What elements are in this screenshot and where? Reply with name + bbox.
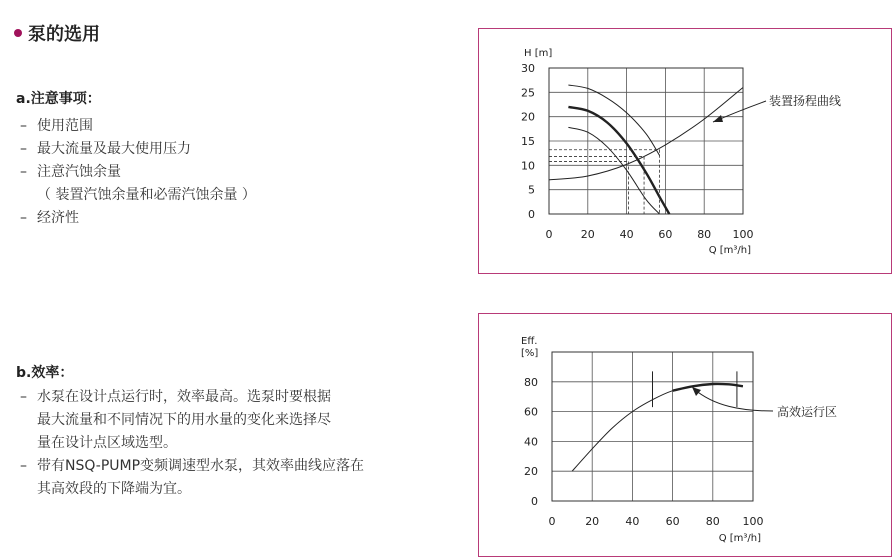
title-bullet (14, 29, 22, 37)
x-tick-label: 20 (580, 228, 595, 241)
list-item: 量在设计点区域选型。 (37, 435, 177, 451)
x-tick-label: 80 (697, 228, 712, 241)
y-tick-label: 80 (524, 375, 538, 389)
head-chart-frame (478, 28, 892, 274)
y-axis-label: Eff. (521, 336, 538, 347)
annotation-arrowhead (713, 115, 723, 122)
section-b-list (20, 386, 364, 501)
y-tick-label: 0 (531, 495, 538, 508)
y-tick-label: 60 (524, 405, 538, 419)
list-item: – 最大流量及最大使用压力 (20, 141, 191, 157)
x-tick-label: 100 (732, 228, 754, 241)
y-tick-label: 0 (528, 208, 535, 221)
section-a-heading: a.注意事项： (16, 91, 101, 107)
section-b-heading: b.效率： (16, 365, 74, 381)
section-a-list (20, 115, 256, 230)
y-tick-label: 10 (521, 159, 535, 173)
annotation-text: 高效运行区 (777, 405, 838, 419)
x-axis-label: Q [m³/h] (718, 533, 761, 544)
y-tick-label: 20 (524, 465, 538, 479)
head-flow-chart (479, 29, 891, 273)
list-item: 其高效段的下降端为宜。 (37, 481, 191, 497)
series-line-thin (568, 85, 659, 156)
series-line-thin (572, 384, 743, 471)
y-tick-label: 15 (521, 135, 535, 148)
x-tick-label: 100 (742, 515, 764, 528)
list-item: – 注意汽蚀余量 (20, 164, 121, 180)
annotation-text: 装置扬程曲线 (769, 94, 842, 108)
x-tick-label: 0 (545, 228, 553, 241)
y-axis-label: H [m] (524, 48, 553, 59)
x-tick-label: 40 (619, 228, 634, 241)
list-item: – 经济性 (20, 210, 79, 226)
x-tick-label: 80 (705, 515, 720, 528)
list-item: – 带有NSQ-PUMP变频调速型水泵，其效率曲线应落在 (20, 458, 365, 474)
efficiency-flow-chart (479, 314, 891, 556)
y-axis-label: [%] (521, 348, 539, 359)
efficiency-chart-frame (478, 313, 892, 557)
x-tick-label: 0 (548, 515, 556, 528)
y-tick-label: 40 (524, 435, 538, 449)
list-item: – 使用范围 (20, 118, 93, 134)
y-tick-label: 20 (521, 110, 535, 124)
page-title (14, 20, 100, 46)
series-line-bold (673, 384, 743, 391)
list-item: – 水泵在设计点运行时，效率最高。选泵时要根据 (20, 389, 331, 405)
list-item: （ 装置汽蚀余量和必需汽蚀余量 ） (37, 187, 256, 203)
x-tick-label: 20 (585, 515, 600, 528)
x-tick-label: 60 (658, 228, 673, 241)
y-tick-label: 5 (528, 183, 535, 197)
page-title-text: 泵的选用 (28, 24, 100, 45)
x-tick-label: 40 (625, 515, 640, 528)
annotation-arrowhead (692, 387, 701, 396)
y-tick-label: 25 (521, 86, 535, 100)
x-tick-label: 60 (665, 515, 680, 528)
list-item: 最大流量和不同情况下的用水量的变化来选择尽 (37, 412, 331, 428)
x-axis-label: Q [m³/h] (708, 245, 751, 256)
annotation-leader (694, 389, 773, 411)
y-tick-label: 30 (521, 62, 535, 75)
